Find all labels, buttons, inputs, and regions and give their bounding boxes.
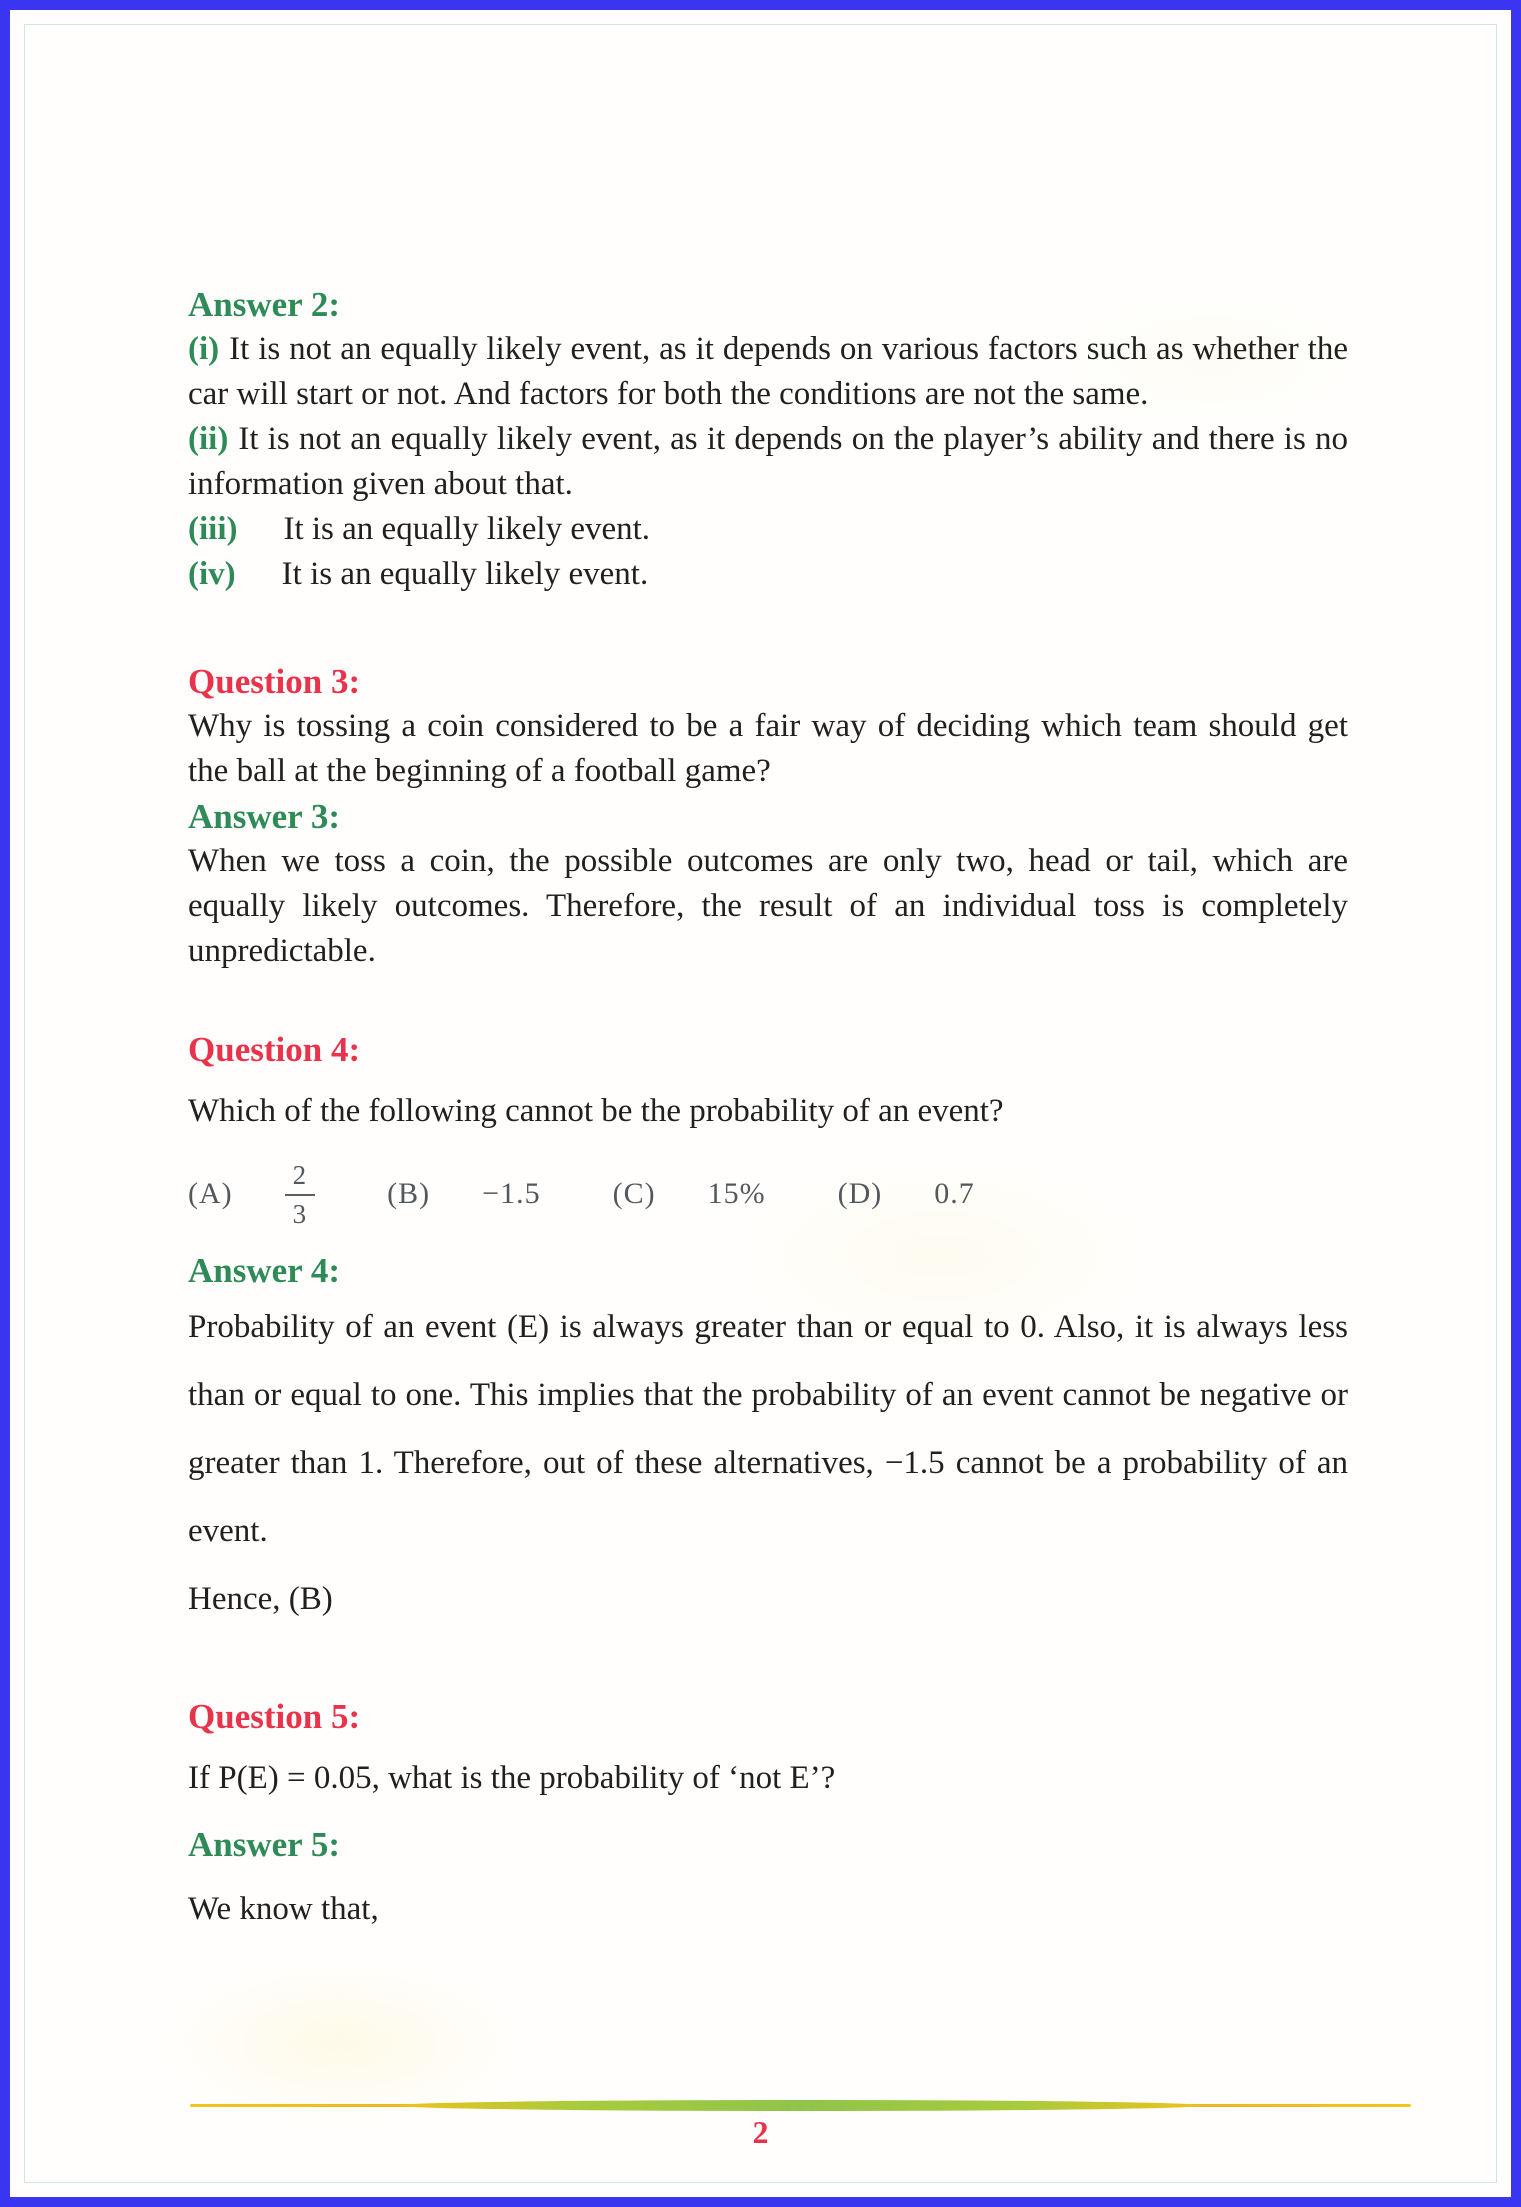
option-c (613, 1179, 766, 1209)
answer-4-conclusion: Hence, (B) (188, 1581, 333, 1617)
answer-4-text: Probability of an event (E) is always greater than or equal to 0. Also, it is always less than or equal to one. This implies that the probability of an event cannot be negative or greater than 1. Therefore, out of these alternatives, −1.5 cannot be a probability of an event. (188, 1309, 1348, 1549)
item-marker-iii: (iii) (188, 511, 238, 547)
option-c-label: (C) (612, 1177, 656, 1210)
answer-4-heading: Answer 4: (188, 1251, 340, 1290)
item-text-iii: It is an equally likely event. (283, 511, 651, 547)
option-b-label: (B) (387, 1177, 431, 1210)
option-a-fraction (285, 1158, 316, 1230)
question-4-section (188, 1027, 1348, 1633)
answer-3-text: When we toss a coin, the possible outcomes are only two, head or tail, which are equally likely outcomes. Therefore, the result of an individual toss is completely unpredictable. (188, 843, 1348, 969)
option-d-value: 0.7 (934, 1177, 975, 1210)
question-3-section (188, 659, 1348, 974)
fraction-denominator: 3 (292, 1199, 308, 1229)
option-a (188, 1158, 315, 1230)
page-content (20, 20, 1501, 2187)
item-text-iv: It is an equally likely event. (281, 556, 649, 592)
item-text-i: It is not an equally likely event, as it depends on various factors such as whether the car will start or not. And factors for both the conditions are not the same. (188, 331, 1348, 412)
question-3-text: Why is tossing a coin considered to be a fair way of deciding which team should get the ball at the beginning of a football game? (188, 708, 1348, 789)
option-c-value: 15% (707, 1177, 766, 1210)
answer-3-heading: Answer 3: (188, 797, 340, 836)
question-4-options (188, 1146, 1348, 1242)
option-d (838, 1179, 975, 1209)
option-b (387, 1179, 540, 1209)
answer-2-section (188, 282, 1348, 597)
item-marker-i: (i) (188, 331, 220, 367)
question-5-section (188, 1694, 1348, 1932)
option-a-label: (A) (188, 1177, 233, 1210)
answer-2-item-i (188, 327, 1348, 417)
question-3-heading: Question 3: (188, 662, 361, 701)
answer-2-item-iii (188, 507, 1348, 552)
footer-divider (190, 2100, 1411, 2112)
item-marker-ii: (ii) (188, 421, 229, 457)
question-4-text: Which of the following cannot be the probability of an event? (188, 1093, 1004, 1129)
answer-5-heading: Answer 5: (188, 1825, 340, 1864)
answer-2-item-iv (188, 552, 1348, 597)
footer-divider-band (398, 2100, 1204, 2111)
answer-5-text: We know that, (188, 1891, 379, 1927)
page-number: 2 (752, 2114, 769, 2150)
option-b-value: −1.5 (482, 1177, 541, 1210)
item-text-ii: It is not an equally likely event, as it depends on the player’s ability and there is no information given about that. (188, 421, 1348, 502)
question-5-heading: Question 5: (188, 1697, 361, 1736)
option-d-label: (D) (837, 1177, 883, 1210)
answer-2-item-ii (188, 417, 1348, 507)
answer-2-heading: Answer 2: (188, 285, 340, 324)
question-4-heading: Question 4: (188, 1030, 361, 1069)
fraction-numerator: 2 (285, 1158, 316, 1196)
item-marker-iv: (iv) (188, 556, 236, 592)
question-5-text: If P(E) = 0.05, what is the probability of ‘not E’? (188, 1760, 836, 1796)
